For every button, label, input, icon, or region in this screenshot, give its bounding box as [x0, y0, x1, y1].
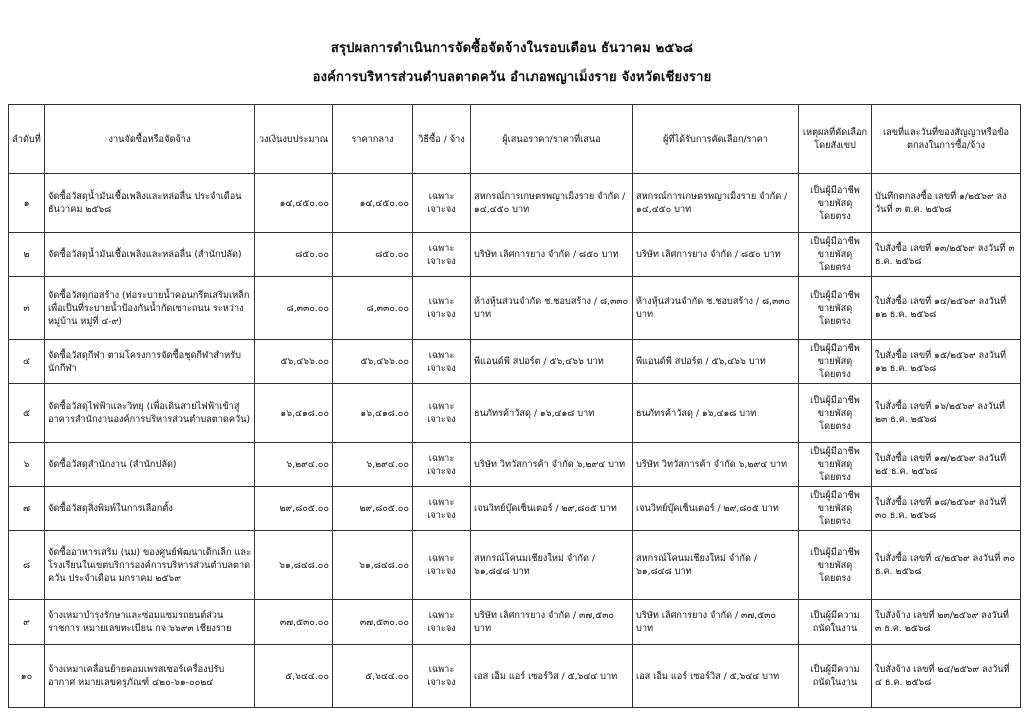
header-reason: เหตุผลที่คัดเลือกโดยสังเขป	[799, 105, 872, 174]
row-item: จ้างเหมาเคลื่อนย้ายคอมเพรสเซอร์เครื่องปรับอากาศ หมายเลขครุภัณฑ์ ๔๒๐-๖๑-๐๐๒๔	[45, 645, 255, 708]
row-budget: ๑๔,๔๕๐.๐๐	[255, 174, 333, 233]
row-selected: สหกรณ์โคนมเชียงใหม่ จำกัด / ๖๑,๘๔๘ บาท	[633, 531, 799, 600]
row-bidder: พีแอนด์พี สปอร์ต / ๕๖,๔๖๖ บาท	[471, 340, 633, 384]
row-bidder: ห้างหุ้นส่วนจำกัด ช.ชอบสร้าง / ๘,๓๓๐ บาท	[471, 277, 633, 340]
table-header-row	[9, 105, 1021, 174]
row-budget: ๕,๖๔๔.๐๐	[255, 645, 333, 708]
header-item: งานจัดซื้อหรือจัดจ้าง	[45, 105, 255, 174]
row-selected: สหกรณ์การเกษตรพญาเม็งราย จำกัด / ๑๔,๔๕๐ บาท	[633, 174, 799, 233]
row-budget: ๖,๒๙๔.๐๐	[255, 443, 333, 487]
header-no: ลำดับที่	[9, 105, 45, 174]
row-median-price: ๒๙,๘๐๕.๐๐	[333, 487, 413, 531]
row-median-price: ๑๔,๔๕๐.๐๐	[333, 174, 413, 233]
row-no: ๖	[9, 443, 45, 487]
row-no: ๙	[9, 600, 45, 645]
row-bidder: สหกรณ์โคนมเชียงใหม่ จำกัด / ๖๑,๘๔๘ บาท	[471, 531, 633, 600]
row-budget: ๒๙,๘๐๕.๐๐	[255, 487, 333, 531]
row-item: จัดซื้อวัสดุก่อสร้าง (ท่อระบายน้ำคอนกรีตเสริมเหล็ก เพื่อเป็นที่ระบายน้ำป้องกันน้ำกัดเซาะถนน ระหว่างหมู่บ้าน หมู่ที่ ๔-๙)	[45, 277, 255, 340]
row-method: เฉพาะเจาะจง	[413, 233, 471, 277]
header-bidder: ผู้เสนอราคา/ราคาที่เสนอ	[471, 105, 633, 174]
row-reason: เป็นผู้มีอาชีพขายพัสดุโดยตรง	[799, 531, 872, 600]
row-median-price: ๘๕๐.๐๐	[333, 233, 413, 277]
row-method: เฉพาะเจาะจง	[413, 277, 471, 340]
row-reason: เป็นผู้มีอาชีพขายพัสดุโดยตรง	[799, 443, 872, 487]
table-row	[9, 600, 1021, 645]
row-item: จ้างเหมาบำรุงรักษาและซ่อมแซมรถยนต์ส่วนราชการ หมายเลขทะเบียน กจ ๖๖๙๓ เชียงราย	[45, 600, 255, 645]
row-budget: ๑๖,๔๑๘.๐๐	[255, 384, 333, 443]
row-selected: เอส เอ็ม แอร์ เซอร์วิส / ๕,๖๔๔ บาท	[633, 645, 799, 708]
row-contract: ใบสั่งซื้อ เลขที่ ๑๘/๒๕๖๙ ลงวันที่ ๓๐ ธ.ค. ๒๕๖๘	[872, 487, 1021, 531]
row-contract: ใบสั่งซื้อ เลขที่ ๑๖/๒๕๖๙ ลงวันที่ ๒๓ ธ.ค. ๒๕๖๘	[872, 384, 1021, 443]
row-contract: ใบสั่งซื้อ เลขที่ ๑๔/๒๕๖๙ ลงวันที่ ๑๒ ธ.ค. ๒๕๖๘	[872, 277, 1021, 340]
header-budget: วงเงินงบประมาณ	[255, 105, 333, 174]
row-method: เฉพาะเจาะจง	[413, 645, 471, 708]
row-reason: เป็นผู้มีอาชีพขายพัสดุโดยตรง	[799, 384, 872, 443]
row-method: เฉพาะเจาะจง	[413, 174, 471, 233]
row-median-price: ๖๑,๘๔๘.๐๐	[333, 531, 413, 600]
row-median-price: ๕๖,๔๖๖.๐๐	[333, 340, 413, 384]
row-method: เฉพาะเจาะจง	[413, 600, 471, 645]
row-reason: เป็นผู้มีอาชีพขายพัสดุโดยตรง	[799, 233, 872, 277]
row-median-price: ๓๗,๕๓๐.๐๐	[333, 600, 413, 645]
row-no: ๘	[9, 531, 45, 600]
row-budget: ๘,๓๓๐.๐๐	[255, 277, 333, 340]
row-contract: ใบสั่งจ้าง เลขที่ ๒๔/๒๕๖๙ ลงวันที่ ๔ ธ.ค. ๒๕๖๘	[872, 645, 1021, 708]
row-median-price: ๖,๒๙๔.๐๐	[333, 443, 413, 487]
row-no: ๑๐	[9, 645, 45, 708]
row-item: จัดซื้อวัสดุน้ำมันเชื้อเพลิงและหล่อลื่น (สำนักปลัด)	[45, 233, 255, 277]
table-row	[9, 487, 1021, 531]
row-selected: เจนวิทย์บุ๊คเซ็นเตอร์ / ๒๙,๘๐๕ บาท	[633, 487, 799, 531]
row-contract: บันทึกตกลงซื้อ เลขที่ ๑/๒๕๖๙ ลงวันที่ ๓ ต.ค. ๒๕๖๘	[872, 174, 1021, 233]
row-no: ๔	[9, 340, 45, 384]
row-item: จัดซื้อวัสดุสำนักงาน (สำนักปลัด)	[45, 443, 255, 487]
row-selected: บริษัท วิทวัสการค้า จำกัด ๖,๒๙๔ บาท	[633, 443, 799, 487]
row-median-price: ๘,๓๓๐.๐๐	[333, 277, 413, 340]
row-reason: เป็นผู้มีความถนัดในงาน	[799, 600, 872, 645]
row-selected: ธนภัทรค้าวัสดุ / ๑๖,๔๑๘ บาท	[633, 384, 799, 443]
row-selected: ห้างหุ้นส่วนจำกัด ช.ชอบสร้าง / ๘,๓๓๐ บาท	[633, 277, 799, 340]
procurement-table	[8, 104, 1021, 708]
row-method: เฉพาะเจาะจง	[413, 487, 471, 531]
row-item: จัดซื้ออาหารเสริม (นม) ของศูนย์พัฒนาเด็กเล็ก และโรงเรียนในเขตบริการองค์การบริหารส่วนตำบลตาดควัน ประจำเดือน มกราคม ๒๕๖๙	[45, 531, 255, 600]
table-row	[9, 277, 1021, 340]
row-bidder: บริษัท วิทวัสการค้า จำกัด ๖,๒๙๔ บาท	[471, 443, 633, 487]
row-method: เฉพาะเจาะจง	[413, 443, 471, 487]
row-budget: ๘๕๐.๐๐	[255, 233, 333, 277]
row-budget: ๖๑,๘๔๘.๐๐	[255, 531, 333, 600]
row-no: ๑	[9, 174, 45, 233]
row-no: ๗	[9, 487, 45, 531]
row-contract: ใบสั่งซื้อ เลขที่ ๔/๒๕๖๙ ลงวันที่ ๓๐ ธ.ค. ๒๕๖๘	[872, 531, 1021, 600]
row-bidder: ธนภัทรค้าวัสดุ / ๑๖,๔๑๘ บาท	[471, 384, 633, 443]
row-median-price: ๑๖,๔๑๘.๐๐	[333, 384, 413, 443]
row-method: เฉพาะเจาะจง	[413, 340, 471, 384]
document-subtitle: องค์การบริหารส่วนตำบลตาดควัน อำเภอพญาเม็งราย จังหวัดเชียงราย	[312, 70, 712, 85]
row-reason: เป็นผู้มีอาชีพขายพัสดุโดยตรง	[799, 277, 872, 340]
row-item: จัดซื้อวัสดุน้ำมันเชื้อเพลิงและหล่อลื่น ประจำเดือน ธันวาคม ๒๕๖๘	[45, 174, 255, 233]
document-title: สรุปผลการดำเนินการจัดซื้อจัดจ้างในรอบเดือน ธันวาคม ๒๕๖๘	[330, 41, 694, 56]
row-selected: พีแอนด์พี สปอร์ต / ๕๖,๔๖๖ บาท	[633, 340, 799, 384]
header-method: วิธีซื้อ / จ้าง	[413, 105, 471, 174]
row-selected: บริษัท เลิศการยาง จำกัด / ๓๗,๕๓๐ บาท	[633, 600, 799, 645]
row-reason: เป็นผู้มีความถนัดในงาน	[799, 645, 872, 708]
row-item: จัดซื้อวัสดุสิ่งพิมพ์ในการเลือกตั้ง	[45, 487, 255, 531]
row-bidder: เจนวิทย์บุ๊คเซ็นเตอร์ / ๒๙,๘๐๕ บาท	[471, 487, 633, 531]
row-bidder: สหกรณ์การเกษตรพญาเม็งราย จำกัด / ๑๔,๔๕๐ บาท	[471, 174, 633, 233]
row-contract: ใบสั่งซื้อ เลขที่ ๑๗/๒๕๖๙ ลงวันที่ ๒๕ ธ.ค. ๒๕๖๘	[872, 443, 1021, 487]
row-budget: ๓๗,๕๓๐.๐๐	[255, 600, 333, 645]
row-bidder: บริษัท เลิศการยาง จำกัด / ๘๕๐ บาท	[471, 233, 633, 277]
row-selected: บริษัท เลิศการยาง จำกัด / ๘๕๐ บาท	[633, 233, 799, 277]
row-bidder: บริษัท เลิศการยาง จำกัด / ๓๗,๕๓๐ บาท	[471, 600, 633, 645]
table-row	[9, 443, 1021, 487]
row-reason: เป็นผู้มีอาชีพขายพัสดุโดยตรง	[799, 487, 872, 531]
row-bidder: เอส เอ็ม แอร์ เซอร์วิส / ๕,๖๔๔ บาท	[471, 645, 633, 708]
row-method: เฉพาะเจาะจง	[413, 531, 471, 600]
row-no: ๕	[9, 384, 45, 443]
table-row	[9, 174, 1021, 233]
row-budget: ๕๖,๔๖๖.๐๐	[255, 340, 333, 384]
row-reason: เป็นผู้มีอาชีพขายพัสดุโดยตรง	[799, 174, 872, 233]
table-row	[9, 531, 1021, 600]
row-reason: เป็นผู้มีอาชีพขายพัสดุโดยตรง	[799, 340, 872, 384]
row-method: เฉพาะเจาะจง	[413, 384, 471, 443]
header-selected: ผู้ที่ได้รับการคัดเลือก/ราคา	[633, 105, 799, 174]
header-median-price: ราคากลาง	[333, 105, 413, 174]
table-row	[9, 340, 1021, 384]
row-contract: ใบสั่งซื้อ เลขที่ ๑๓/๒๕๖๙ ลงวันที่ ๓ ธ.ค. ๒๕๖๘	[872, 233, 1021, 277]
table-row	[9, 645, 1021, 708]
row-no: ๓	[9, 277, 45, 340]
table-row	[9, 384, 1021, 443]
row-contract: ใบสั่งซื้อ เลขที่ ๑๕/๒๕๖๙ ลงวันที่ ๑๒ ธ.ค. ๒๕๖๘	[872, 340, 1021, 384]
header-contract: เลขที่และวันที่ของสัญญาหรือข้อตกลงในการซื้อ/จ้าง	[872, 105, 1021, 174]
row-contract: ใบสั่งจ้าง เลขที่ ๒๓/๒๕๖๙ ลงวันที่ ๓ ธ.ค. ๒๕๖๘	[872, 600, 1021, 645]
row-item: จัดซื้อวัสดุกีฬา ตามโครงการจัดซื้อชุดกีฬาสำหรับนักกีฬา	[45, 340, 255, 384]
row-item: จัดซื้อวัสดุไฟฟ้าและวิทยุ (เพื่อเดินสายไฟฟ้าเข้าสู่อาคารสำนักงานองค์การบริหารส่วนตำบลตาดควัน)	[45, 384, 255, 443]
row-median-price: ๕,๖๔๔.๐๐	[333, 645, 413, 708]
table-row	[9, 233, 1021, 277]
row-no: ๒	[9, 233, 45, 277]
